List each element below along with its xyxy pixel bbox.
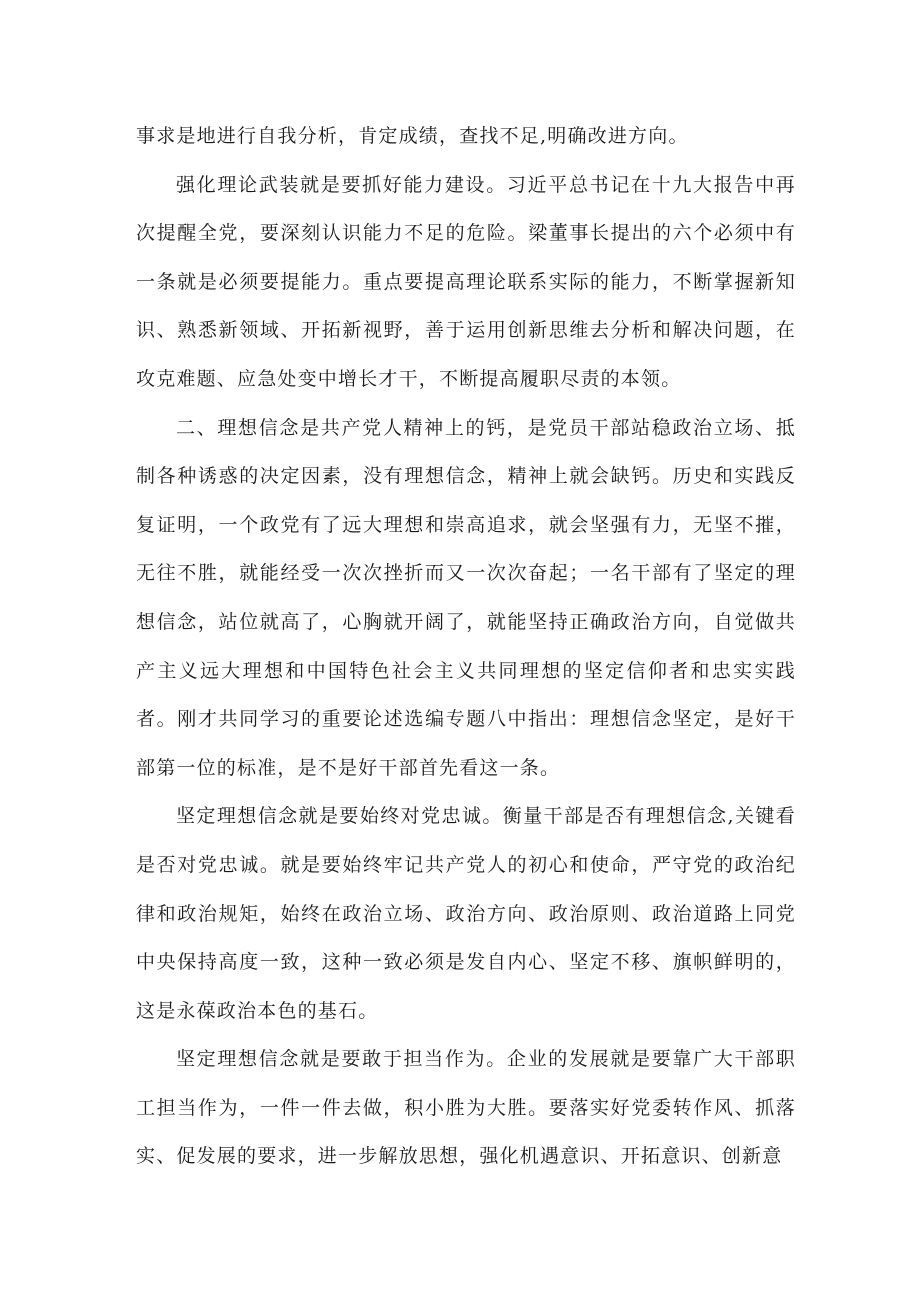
paragraph-continuation: 事求是地进行自我分析，肯定成绩，查找不足,明确改进方向。 xyxy=(136,125,689,147)
paragraph-ability-building: 强化理论武装就是要抓好能力建设。习近平总书记在十九大报告中再次提醒全党，要深刻认识能力不足的危险。梁董事长提出的六个必须中有一条就是必须要提能力。重点要提高理论联系实际的能力，不断掌握新知识、熟悉新领域、开拓新视野，善于运用创新思维去分析和解决问题，在攻克难题、应急处变中增长才干，不断提高履职尽责的本领。 xyxy=(136,173,796,390)
paragraph-ideals-and-beliefs: 二、理想信念是共产党人精神上的钙，是党员干部站稳政治立场、抵制各种诱惑的决定因素，没有理想信念，精神上就会缺钙。历史和实践反复证明，一个政党有了远大理想和崇高追求，就会坚强有力，无坚不摧，无往不胜，就能经受一次次挫折而又一次次奋起；一名干部有了坚定的理想信念，站位就高了，心胸就开阔了，就能坚持正确政治方向，自觉做共产主义远大理想和中国特色社会主义共同理想的坚定信仰者和忠实实践者。刚才共同学习的重要论述选编专题八中指出：理想信念坚定，是好干部第一位的标准，是不是好干部首先看这一条。 xyxy=(136,416,796,779)
paragraph-responsibility: 坚定理想信念就是要敢于担当作为。企业的发展就是要靠广大干部职工担当作为，一件一件去做，积小胜为大胜。要落实好党委转作风、抓落实、促发展的要求，进一步解放思想，强化机遇意识、开拓意识、创新意 xyxy=(136,1048,796,1168)
document-body xyxy=(136,112,796,1181)
paragraph-loyalty-to-party: 坚定理想信念就是要始终对党忠诚。衡量干部是否有理想信念,关键看是否对党忠诚。就是要始终牢记共产党人的初心和使命，严守党的政治纪律和政治规矩，始终在政治立场、政治方向、政治原则、政治道路上同党中央保持高度一致，这种一致必须是发自内心、坚定不移、旗帜鲜明的，这是永葆政治本色的基石。 xyxy=(136,805,796,1022)
